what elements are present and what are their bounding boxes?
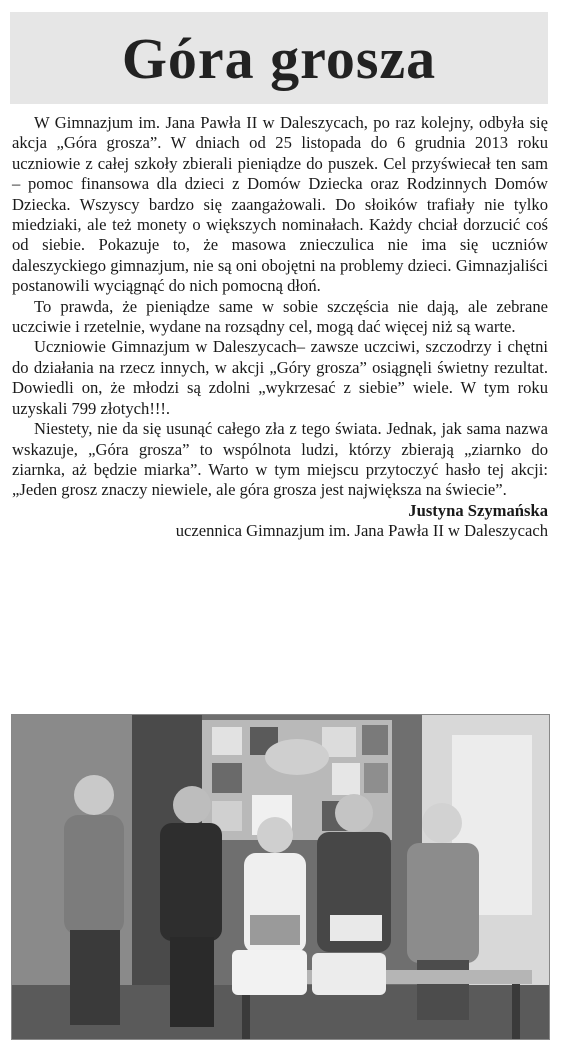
author-name: Justyna Szymańska [408, 500, 548, 520]
author-role: uczennica Gimnazjum im. Jana Pawła II w Daleszycach [175, 521, 548, 541]
group-photo-illustration [12, 715, 549, 1039]
article-paragraph-3: Uczniowie Gimnazjum w Daleszycach– zawsze uczciwi, szczodrzy i chętni do działania na rzecz innych, w akcji „Góry grosza” osiągnęli świetny rezultat. Dowiedli on, że młodzi są zdolni „wykrzesać z siebie” wiele. W tym roku uzyskali 799 złotych!!!. [12, 337, 548, 418]
article-title: Góra grosza [121, 25, 437, 91]
article-paragraph-4: Niestety, nie da się usunąć całego zła z tego świata. Jednak, jak sama nazwa wskazuje, „Góra grosza” to wspólnota ludzi, którzy zbierają „ziarnko do ziarnka, aż będzie miarka”. Warto w tym miejscu przytoczyć hasło tej akcji: „Jeden grosz znaczy niewiele, ale góra grosza jest największa na świecie”. [12, 419, 548, 500]
article-paragraph-1: W Gimnazjum im. Jana Pawła II w Daleszycach, po raz kolejny, odbyła się akcja „Góra grosza”. W dniach od 25 listopada do 6 grudnia 2013 roku uczniowie z całej szkoły zbierali pieniądze do puszek. Cel przyświecał ten sam – pomoc finansowa dla dzieci z Domów Dziecka oraz Rodzinnych Domów Dziecka. Wszyscy bardzo się zaangażowali. Do słoików trafiały nie tylko miedziaki, ale też monety o większych nominałach. Każdy chciał dorzucić coś od siebie. Pokazuje to, że masowa znieczulica nie ima się uczniów daleszyckiego gimnazjum, nie są oni obojętni na problemy dzieci. Gimnazjaliści postanowili wyciągnąć do nich pomocną dłoń. [12, 113, 548, 296]
title-banner [10, 12, 548, 104]
article-paragraph-2: To prawda, że pieniądze same w sobie szczęścia nie dają, ale zebrane uczciwie i rzetelnie, wydane na rozsądny cel, mogą dać więcej niż są warte. [12, 296, 548, 337]
article-body [12, 113, 548, 542]
article-photo [11, 714, 550, 1040]
